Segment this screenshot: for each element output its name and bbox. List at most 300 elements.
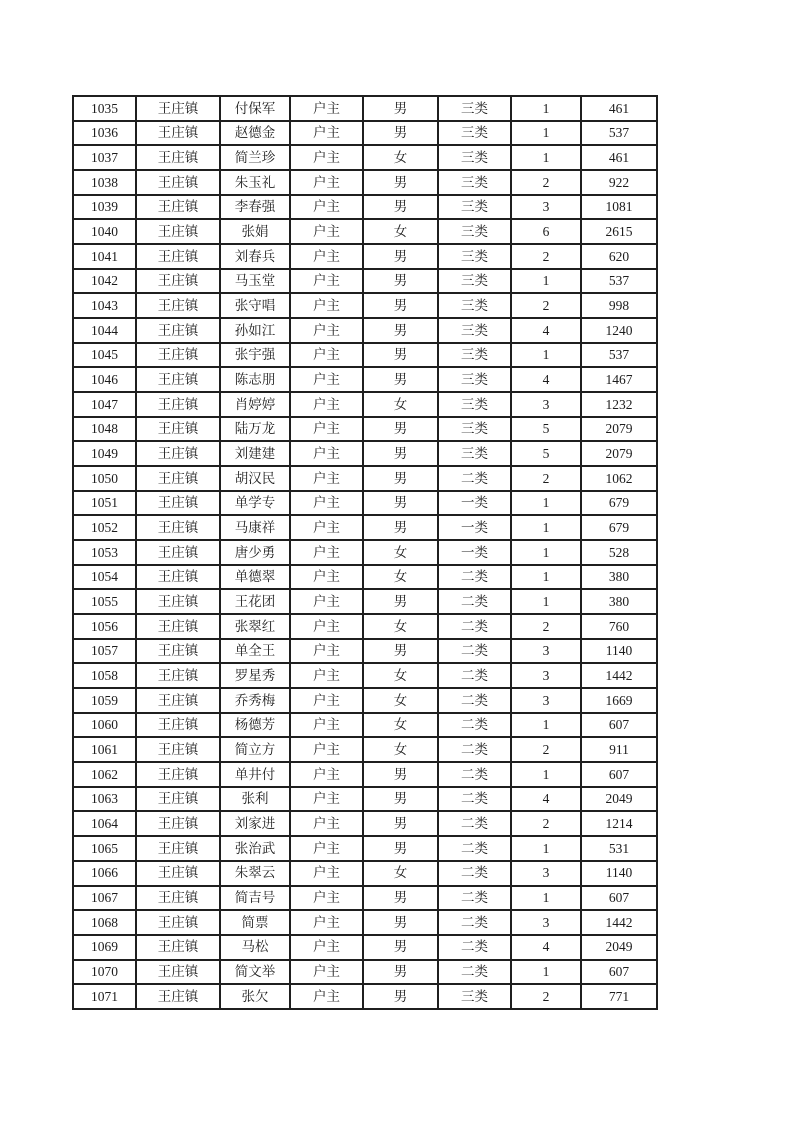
cell-category: 三类 [438,984,511,1009]
cell-relation-to-head: 户主 [290,441,363,466]
cell-town: 王庄镇 [136,836,220,861]
table-row [73,737,657,762]
cell-person-count: 3 [511,663,581,688]
cell-town: 王庄镇 [136,170,220,195]
cell-name: 张治武 [220,836,290,861]
cell-name: 朱玉礼 [220,170,290,195]
cell-category: 三类 [438,343,511,368]
cell-relation-to-head: 户主 [290,639,363,664]
cell-amount: 1669 [581,688,657,713]
cell-town: 王庄镇 [136,343,220,368]
cell-gender: 女 [363,392,438,417]
cell-town: 王庄镇 [136,540,220,565]
cell-amount: 380 [581,589,657,614]
cell-serial-number: 1068 [73,910,136,935]
cell-person-count: 1 [511,836,581,861]
cell-relation-to-head: 户主 [290,145,363,170]
cell-category: 三类 [438,392,511,417]
cell-name: 孙如江 [220,318,290,343]
cell-category: 三类 [438,195,511,220]
cell-relation-to-head: 户主 [290,663,363,688]
cell-relation-to-head: 户主 [290,219,363,244]
cell-amount: 1140 [581,639,657,664]
cell-category: 二类 [438,565,511,590]
cell-gender: 女 [363,688,438,713]
cell-category: 二类 [438,861,511,886]
table-row [73,713,657,738]
cell-person-count: 1 [511,96,581,121]
cell-person-count: 6 [511,219,581,244]
cell-gender: 男 [363,639,438,664]
cell-gender: 男 [363,417,438,442]
cell-relation-to-head: 户主 [290,121,363,146]
cell-category: 二类 [438,836,511,861]
cell-serial-number: 1037 [73,145,136,170]
table-row [73,960,657,985]
cell-relation-to-head: 户主 [290,170,363,195]
cell-person-count: 4 [511,787,581,812]
cell-town: 王庄镇 [136,96,220,121]
table-row [73,491,657,516]
cell-person-count: 4 [511,935,581,960]
cell-amount: 1442 [581,663,657,688]
cell-person-count: 4 [511,367,581,392]
cell-name: 马玉堂 [220,269,290,294]
cell-gender: 男 [363,836,438,861]
cell-amount: 998 [581,293,657,318]
cell-gender: 男 [363,910,438,935]
table-row [73,293,657,318]
cell-person-count: 2 [511,737,581,762]
cell-gender: 女 [363,565,438,590]
table-row [73,244,657,269]
cell-name: 简立方 [220,737,290,762]
cell-serial-number: 1038 [73,170,136,195]
cell-name: 刘春兵 [220,244,290,269]
cell-gender: 男 [363,244,438,269]
cell-name: 王花团 [220,589,290,614]
cell-name: 简兰珍 [220,145,290,170]
cell-town: 王庄镇 [136,244,220,269]
cell-amount: 1214 [581,811,657,836]
cell-relation-to-head: 户主 [290,614,363,639]
cell-amount: 679 [581,491,657,516]
cell-town: 王庄镇 [136,663,220,688]
cell-town: 王庄镇 [136,935,220,960]
cell-person-count: 2 [511,170,581,195]
cell-serial-number: 1043 [73,293,136,318]
cell-relation-to-head: 户主 [290,589,363,614]
cell-gender: 男 [363,269,438,294]
cell-amount: 2049 [581,787,657,812]
cell-serial-number: 1061 [73,737,136,762]
cell-relation-to-head: 户主 [290,195,363,220]
cell-town: 王庄镇 [136,318,220,343]
cell-town: 王庄镇 [136,515,220,540]
cell-category: 二类 [438,639,511,664]
cell-person-count: 1 [511,515,581,540]
cell-category: 三类 [438,417,511,442]
table-row [73,269,657,294]
cell-amount: 1062 [581,466,657,491]
cell-relation-to-head: 户主 [290,811,363,836]
cell-person-count: 4 [511,318,581,343]
cell-gender: 男 [363,121,438,146]
table-row [73,417,657,442]
cell-name: 单全王 [220,639,290,664]
table-row [73,343,657,368]
cell-town: 王庄镇 [136,466,220,491]
cell-person-count: 1 [511,540,581,565]
table-row [73,688,657,713]
cell-name: 乔秀梅 [220,688,290,713]
cell-town: 王庄镇 [136,392,220,417]
cell-category: 三类 [438,96,511,121]
table-row [73,515,657,540]
table-row [73,663,657,688]
table-row [73,935,657,960]
cell-category: 二类 [438,787,511,812]
cell-name: 陈志朋 [220,367,290,392]
cell-serial-number: 1044 [73,318,136,343]
cell-town: 王庄镇 [136,960,220,985]
cell-serial-number: 1035 [73,96,136,121]
cell-serial-number: 1071 [73,984,136,1009]
cell-town: 王庄镇 [136,491,220,516]
cell-person-count: 3 [511,639,581,664]
cell-amount: 607 [581,886,657,911]
cell-amount: 771 [581,984,657,1009]
cell-amount: 2049 [581,935,657,960]
table-row [73,96,657,121]
cell-town: 王庄镇 [136,886,220,911]
table-row [73,219,657,244]
table-row [73,441,657,466]
cell-amount: 1467 [581,367,657,392]
cell-category: 三类 [438,145,511,170]
cell-amount: 620 [581,244,657,269]
cell-serial-number: 1039 [73,195,136,220]
cell-person-count: 2 [511,466,581,491]
cell-name: 杨德芳 [220,713,290,738]
cell-gender: 女 [363,614,438,639]
table-row [73,614,657,639]
cell-serial-number: 1041 [73,244,136,269]
cell-relation-to-head: 户主 [290,515,363,540]
table-row [73,910,657,935]
cell-town: 王庄镇 [136,145,220,170]
cell-category: 二类 [438,688,511,713]
cell-amount: 607 [581,960,657,985]
cell-town: 王庄镇 [136,293,220,318]
cell-relation-to-head: 户主 [290,713,363,738]
cell-category: 二类 [438,663,511,688]
cell-person-count: 1 [511,589,581,614]
cell-name: 肖婷婷 [220,392,290,417]
cell-relation-to-head: 户主 [290,960,363,985]
cell-relation-to-head: 户主 [290,861,363,886]
cell-category: 三类 [438,219,511,244]
cell-amount: 528 [581,540,657,565]
cell-relation-to-head: 户主 [290,244,363,269]
cell-name: 罗星秀 [220,663,290,688]
cell-category: 三类 [438,318,511,343]
cell-amount: 607 [581,713,657,738]
cell-amount: 1232 [581,392,657,417]
table-row [73,121,657,146]
cell-category: 二类 [438,960,511,985]
cell-person-count: 2 [511,244,581,269]
cell-person-count: 3 [511,392,581,417]
cell-name: 陆万龙 [220,417,290,442]
cell-amount: 911 [581,737,657,762]
cell-serial-number: 1047 [73,392,136,417]
cell-gender: 男 [363,935,438,960]
cell-name: 单德翠 [220,565,290,590]
cell-town: 王庄镇 [136,639,220,664]
cell-category: 三类 [438,170,511,195]
cell-town: 王庄镇 [136,737,220,762]
cell-category: 三类 [438,367,511,392]
cell-serial-number: 1057 [73,639,136,664]
cell-amount: 537 [581,343,657,368]
cell-category: 一类 [438,540,511,565]
cell-gender: 男 [363,441,438,466]
cell-gender: 女 [363,663,438,688]
cell-town: 王庄镇 [136,713,220,738]
cell-relation-to-head: 户主 [290,984,363,1009]
table-row [73,367,657,392]
cell-amount: 2079 [581,441,657,466]
cell-gender: 女 [363,737,438,762]
cell-amount: 461 [581,145,657,170]
table-row [73,392,657,417]
cell-town: 王庄镇 [136,565,220,590]
table-row [73,565,657,590]
cell-amount: 461 [581,96,657,121]
table-row [73,540,657,565]
cell-person-count: 2 [511,811,581,836]
cell-gender: 女 [363,861,438,886]
cell-person-count: 1 [511,713,581,738]
cell-gender: 男 [363,195,438,220]
cell-amount: 531 [581,836,657,861]
cell-name: 单学专 [220,491,290,516]
household-data-table [72,95,658,1010]
cell-amount: 537 [581,269,657,294]
cell-serial-number: 1051 [73,491,136,516]
cell-relation-to-head: 户主 [290,367,363,392]
cell-person-count: 1 [511,565,581,590]
cell-person-count: 5 [511,441,581,466]
cell-name: 李春强 [220,195,290,220]
cell-serial-number: 1053 [73,540,136,565]
cell-person-count: 3 [511,910,581,935]
cell-town: 王庄镇 [136,195,220,220]
cell-serial-number: 1040 [73,219,136,244]
cell-serial-number: 1046 [73,367,136,392]
cell-person-count: 1 [511,960,581,985]
cell-serial-number: 1042 [73,269,136,294]
cell-serial-number: 1036 [73,121,136,146]
cell-person-count: 3 [511,195,581,220]
cell-relation-to-head: 户主 [290,318,363,343]
cell-serial-number: 1058 [73,663,136,688]
cell-gender: 女 [363,219,438,244]
cell-category: 二类 [438,466,511,491]
table-row [73,145,657,170]
cell-category: 二类 [438,811,511,836]
cell-town: 王庄镇 [136,861,220,886]
cell-serial-number: 1065 [73,836,136,861]
cell-person-count: 2 [511,293,581,318]
cell-serial-number: 1067 [73,886,136,911]
cell-name: 马康祥 [220,515,290,540]
cell-gender: 男 [363,343,438,368]
cell-serial-number: 1049 [73,441,136,466]
cell-category: 二类 [438,713,511,738]
cell-amount: 1442 [581,910,657,935]
cell-serial-number: 1069 [73,935,136,960]
cell-gender: 男 [363,515,438,540]
cell-serial-number: 1070 [73,960,136,985]
cell-serial-number: 1060 [73,713,136,738]
cell-name: 简文举 [220,960,290,985]
cell-serial-number: 1052 [73,515,136,540]
cell-serial-number: 1056 [73,614,136,639]
cell-relation-to-head: 户主 [290,540,363,565]
cell-town: 王庄镇 [136,417,220,442]
cell-person-count: 1 [511,269,581,294]
cell-gender: 男 [363,318,438,343]
cell-name: 张欠 [220,984,290,1009]
cell-relation-to-head: 户主 [290,269,363,294]
table-row [73,811,657,836]
table-row [73,836,657,861]
cell-relation-to-head: 户主 [290,688,363,713]
cell-name: 付保军 [220,96,290,121]
cell-category: 二类 [438,910,511,935]
cell-name: 刘建建 [220,441,290,466]
cell-gender: 男 [363,170,438,195]
cell-category: 三类 [438,293,511,318]
cell-category: 三类 [438,121,511,146]
cell-relation-to-head: 户主 [290,787,363,812]
cell-name: 刘家进 [220,811,290,836]
cell-town: 王庄镇 [136,762,220,787]
cell-category: 三类 [438,269,511,294]
cell-relation-to-head: 户主 [290,910,363,935]
cell-gender: 男 [363,960,438,985]
cell-name: 张守唱 [220,293,290,318]
cell-relation-to-head: 户主 [290,96,363,121]
cell-town: 王庄镇 [136,219,220,244]
cell-gender: 女 [363,713,438,738]
cell-gender: 男 [363,491,438,516]
cell-name: 张利 [220,787,290,812]
cell-town: 王庄镇 [136,589,220,614]
cell-category: 二类 [438,886,511,911]
cell-name: 张宇强 [220,343,290,368]
cell-category: 三类 [438,441,511,466]
cell-relation-to-head: 户主 [290,935,363,960]
cell-gender: 男 [363,886,438,911]
cell-name: 简吉号 [220,886,290,911]
cell-person-count: 1 [511,121,581,146]
cell-amount: 1081 [581,195,657,220]
cell-town: 王庄镇 [136,614,220,639]
cell-name: 单井付 [220,762,290,787]
cell-person-count: 3 [511,861,581,886]
cell-name: 赵德金 [220,121,290,146]
cell-amount: 1140 [581,861,657,886]
cell-category: 一类 [438,491,511,516]
cell-category: 二类 [438,589,511,614]
cell-serial-number: 1050 [73,466,136,491]
cell-name: 胡汉民 [220,466,290,491]
cell-amount: 380 [581,565,657,590]
cell-person-count: 1 [511,762,581,787]
cell-name: 张娟 [220,219,290,244]
cell-town: 王庄镇 [136,269,220,294]
cell-gender: 女 [363,145,438,170]
cell-amount: 537 [581,121,657,146]
cell-relation-to-head: 户主 [290,491,363,516]
cell-amount: 760 [581,614,657,639]
cell-name: 简票 [220,910,290,935]
table-row [73,984,657,1009]
cell-serial-number: 1063 [73,787,136,812]
cell-relation-to-head: 户主 [290,392,363,417]
cell-gender: 男 [363,787,438,812]
cell-amount: 2079 [581,417,657,442]
table-row [73,170,657,195]
cell-gender: 男 [363,811,438,836]
cell-relation-to-head: 户主 [290,836,363,861]
cell-person-count: 1 [511,886,581,911]
cell-gender: 男 [363,367,438,392]
cell-gender: 男 [363,96,438,121]
cell-relation-to-head: 户主 [290,343,363,368]
cell-category: 二类 [438,762,511,787]
cell-serial-number: 1066 [73,861,136,886]
cell-amount: 607 [581,762,657,787]
cell-gender: 男 [363,762,438,787]
cell-category: 三类 [438,244,511,269]
cell-town: 王庄镇 [136,121,220,146]
cell-gender: 男 [363,293,438,318]
cell-town: 王庄镇 [136,688,220,713]
cell-relation-to-head: 户主 [290,293,363,318]
cell-person-count: 5 [511,417,581,442]
cell-serial-number: 1054 [73,565,136,590]
cell-amount: 2615 [581,219,657,244]
cell-town: 王庄镇 [136,910,220,935]
table-row [73,861,657,886]
cell-person-count: 2 [511,614,581,639]
table-row [73,886,657,911]
cell-person-count: 1 [511,343,581,368]
cell-gender: 男 [363,589,438,614]
cell-relation-to-head: 户主 [290,886,363,911]
cell-serial-number: 1055 [73,589,136,614]
table-row [73,787,657,812]
cell-gender: 男 [363,466,438,491]
table-body [73,96,657,1009]
cell-serial-number: 1064 [73,811,136,836]
cell-name: 张翠红 [220,614,290,639]
table-row [73,318,657,343]
